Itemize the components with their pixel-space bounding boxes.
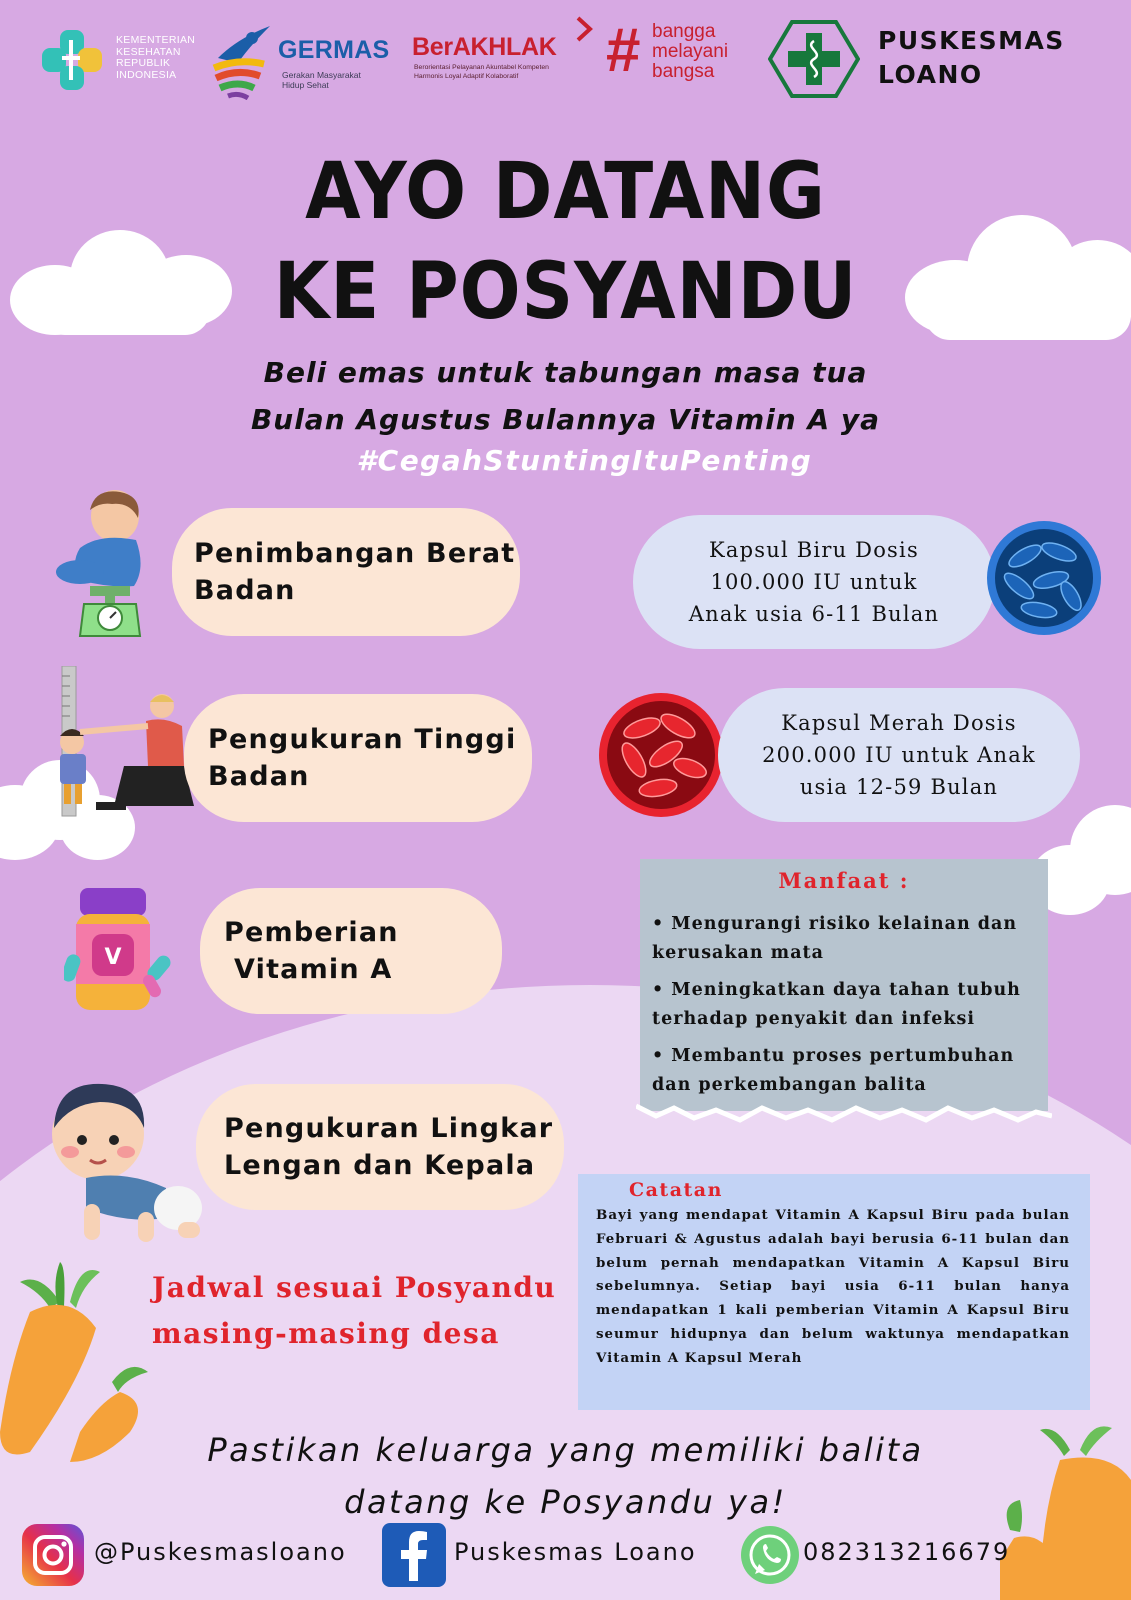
title-line2: KE POSYANDU <box>273 247 858 337</box>
manfaat-item-2-line2: terhadap penyakit dan infeksi <box>652 1009 976 1029</box>
dose-blue-line2: 100.000 IU untuk <box>710 570 918 594</box>
activity-lingkar-line2: Lengan dan Kepala <box>224 1150 536 1181</box>
bangga-line2: melayani <box>652 41 729 62</box>
jadwal-note <box>152 1265 572 1357</box>
activity-penimbangan-line2: Badan <box>194 575 296 606</box>
whatsapp-number[interactable]: 082313216679 <box>803 1538 1011 1566</box>
activity-tinggi-label <box>208 721 516 795</box>
dose-red-line3: usia 12-59 Bulan <box>799 775 999 799</box>
germas-subtitle <box>282 70 382 90</box>
hashtag: #CegahStuntingItuPenting <box>356 444 813 477</box>
instagram-handle[interactable]: @Puskesmasloano <box>94 1538 347 1566</box>
vitamin-bottle-illustration <box>64 884 172 1014</box>
red-capsules-icon <box>598 690 724 820</box>
berakhlak-sub-line2: Harmonis Loyal Adaptif Kolaboratif <box>414 72 519 80</box>
dose-red-text <box>762 707 1036 803</box>
activity-lingkar-label <box>224 1110 553 1184</box>
berakhlak-arrow-icon <box>574 16 594 42</box>
manfaat-list <box>652 910 1044 1108</box>
manfaat-title: Manfaat : <box>778 868 910 893</box>
kemenkes-logo-icon <box>38 26 106 94</box>
kemenkes-logo-text <box>116 35 216 81</box>
dose-red-line2: 200.000 IU untuk Anak <box>762 743 1036 767</box>
bangga-line3: bangsa <box>652 61 715 82</box>
activity-penimbangan-label <box>194 535 515 609</box>
manfaat-item-1-line2: kerusakan mata <box>652 943 824 963</box>
torn-paper-edge <box>636 1094 1052 1134</box>
height-measure-illustration <box>44 666 204 826</box>
dose-red-line1: Kapsul Merah Dosis <box>781 711 1017 735</box>
kemenkes-line3: REPUBLIK <box>116 57 171 69</box>
catatan-body: Bayi yang mendapat Vitamin A Kapsul Biru pada bulan Februari & Agustus adalah bayi berusia 6-11 bulan dan belum pernah mendapatkan Vitamin A Kapsul Biru sebelumnya. Setiap bayi usia 6-11 bulan hanya mendapatkan 1 kali pemberian Vitamin A Kapsul Biru seumur hidupnya dan belum waktunya mendapatkan Vitamin A Kapsul Merah <box>596 1207 1070 1366</box>
dose-blue-text <box>689 534 939 630</box>
dose-blue-line1: Kapsul Biru Dosis <box>709 538 919 562</box>
activity-vitamin-line1: Pemberian <box>224 917 399 948</box>
puskesmas-cross-icon <box>768 19 860 99</box>
jadwal-line1: Jadwal sesuai Posyandu <box>152 1271 557 1304</box>
baby-scale-illustration <box>50 488 150 638</box>
manfaat-item-2-line1: • Meningkatkan daya tahan tubuh <box>652 980 1021 1000</box>
berakhlak-sub-line1: Berorientasi Pelayanan Akuntabel Kompeten <box>414 64 549 71</box>
subtitle-emas: Beli emas untuk tabungan masa tua <box>263 356 868 389</box>
puskesmas-line1: PUSKESMAS <box>878 26 1065 55</box>
whatsapp-icon[interactable] <box>741 1526 799 1584</box>
instagram-icon[interactable] <box>22 1524 84 1586</box>
jadwal-line2: masing-masing desa <box>152 1317 500 1350</box>
activity-tinggi-line1: Pengukuran Tinggi <box>208 724 517 755</box>
manfaat-item-1-line1: • Mengurangi risiko kelainan dan <box>652 914 1018 934</box>
activity-penimbangan <box>172 508 520 636</box>
manfaat-item <box>652 910 1044 968</box>
bangga-line1: bangga <box>652 21 716 42</box>
dose-blue-line3: Anak usia 6-11 Bulan <box>688 602 940 626</box>
closing-line1: Pastikan keluarga yang memiliki balita <box>207 1431 924 1469</box>
germas-title: GERMAS <box>278 36 390 64</box>
svg-text:V: V <box>104 945 122 970</box>
bangga-hash-icon: # <box>606 16 641 85</box>
berakhlak-subtitle <box>414 64 592 81</box>
blue-capsules-icon <box>985 518 1103 638</box>
subtitle-vitamin: Bulan Agustus Bulannya Vitamin A ya <box>250 403 881 436</box>
facebook-icon[interactable] <box>382 1523 446 1587</box>
activity-penimbangan-line1: Penimbangan Berat <box>194 538 516 569</box>
germas-logo-icon <box>208 18 278 100</box>
kemenkes-line4: INDONESIA <box>116 68 177 81</box>
kemenkes-line2: KESEHATAN <box>116 45 181 58</box>
activity-tinggi-line2: Badan <box>208 761 310 792</box>
activity-vitamin-line2: Vitamin A <box>234 954 393 985</box>
activity-lingkar <box>196 1084 564 1210</box>
closing-message <box>0 1424 1131 1528</box>
catatan-title: Catatan <box>629 1179 723 1201</box>
germas-sub-line2: Hidup Sehat <box>282 80 329 90</box>
germas-sub-line1: Gerakan Masyarakat <box>282 70 361 80</box>
dose-red-box <box>718 688 1080 822</box>
manfaat-item <box>652 1042 1044 1100</box>
activity-tinggi <box>184 694 532 822</box>
bangga-melayani-bangsa <box>652 22 728 82</box>
manfaat-item-3-line2: dan perkembangan balita <box>652 1075 927 1095</box>
puskesmas-name <box>878 24 1065 92</box>
crawling-baby-illustration <box>46 1078 206 1248</box>
facebook-page[interactable]: Puskesmas Loano <box>454 1538 697 1566</box>
title-line1: AYO DATANG <box>305 147 826 237</box>
manfaat-item-3-line1: • Membantu proses pertumbuhan <box>652 1046 1015 1066</box>
activity-vitamin-label <box>224 914 399 988</box>
page-title <box>45 142 1086 342</box>
berakhlak-title: BerAKHLAK <box>412 33 557 61</box>
kemenkes-line1: KEMENTERIAN <box>116 34 196 46</box>
activity-lingkar-line1: Pengukuran Lingkar <box>224 1113 554 1144</box>
closing-line2: datang ke Posyandu ya! <box>344 1483 787 1521</box>
manfaat-item <box>652 976 1044 1034</box>
activity-vitamin <box>200 888 502 1014</box>
puskesmas-line2: LOANO <box>878 60 983 89</box>
dose-blue-box <box>633 515 995 649</box>
